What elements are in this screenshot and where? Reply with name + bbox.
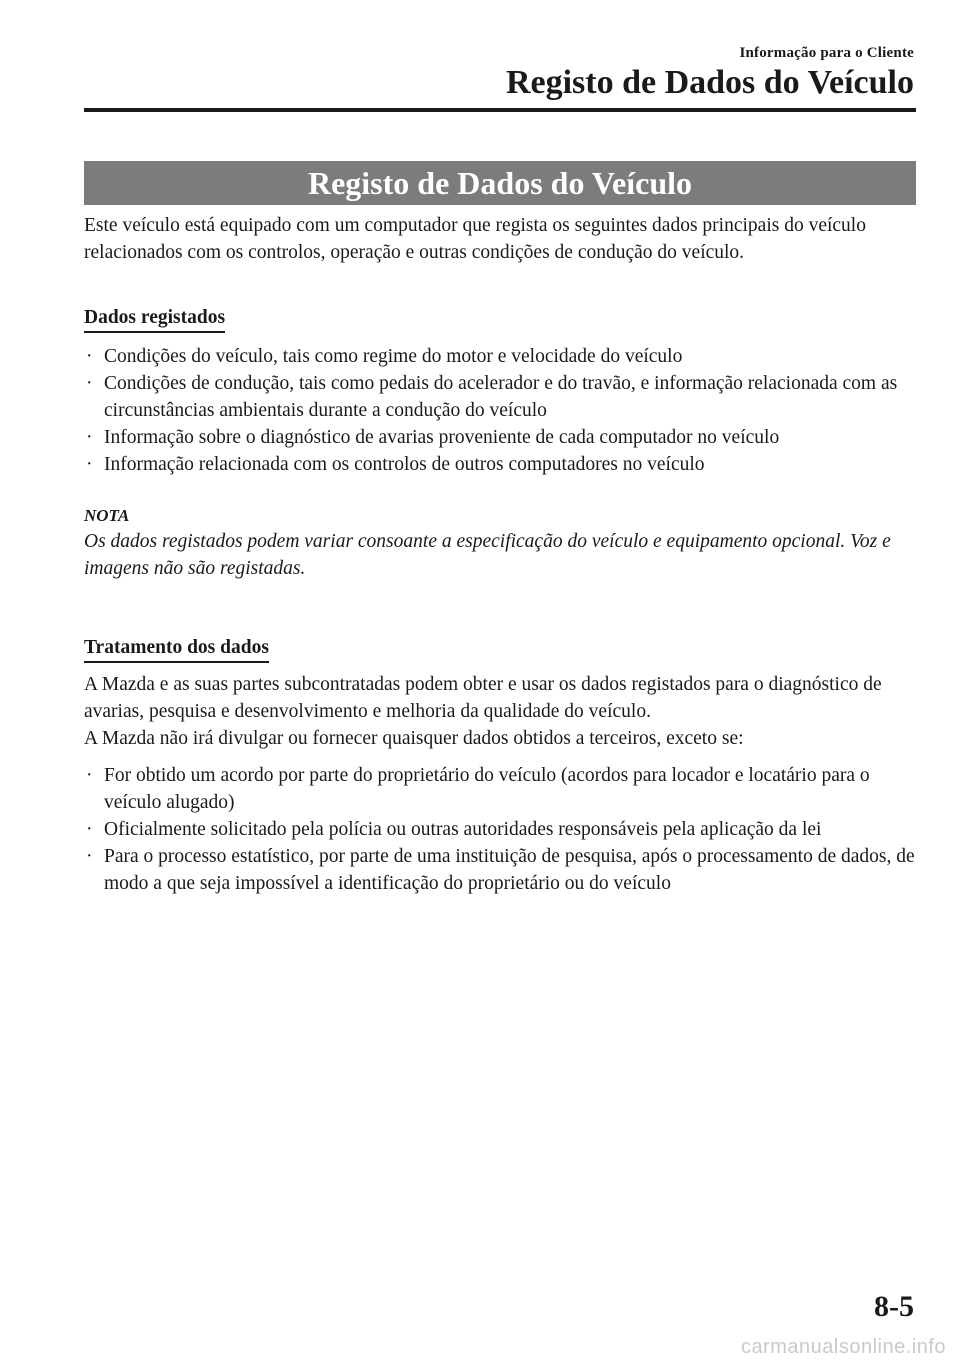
header-section-label: Informação para o Cliente	[739, 45, 914, 61]
bullet-icon: ·	[86, 346, 93, 367]
list-item: · For obtido um acordo por parte do proprietário do veículo (acordos para locador e locatário para o veículo alugado)	[84, 762, 916, 816]
list-item: · Informação sobre o diagnóstico de avarias proveniente de cada computador no veículo	[84, 424, 916, 451]
page-number: 8-5	[874, 1290, 914, 1323]
note-text: Os dados registados podem variar consoante a especificação do veículo e equipamento opcional. Voz e imagens não são registadas.	[84, 531, 891, 579]
recorded-data-heading: Dados registados	[84, 306, 225, 333]
watermark: carmanualsonline.info	[740, 1336, 946, 1358]
bullet-icon: ·	[86, 454, 93, 475]
bullet-icon: ·	[86, 819, 93, 840]
list-item: · Condições de condução, tais como pedais do acelerador e do travão, e informação relacionada com as circunstâncias ambientais durante a condução do veículo	[84, 370, 916, 424]
note-title: NOTA	[84, 506, 130, 525]
recorded-data-list	[84, 343, 916, 478]
list-item: · Condições do veículo, tais como regime do motor e velocidade do veículo	[84, 343, 916, 370]
bullet-icon: ·	[86, 427, 93, 448]
header-divider	[84, 108, 916, 112]
data-handling-heading: Tratamento dos dados	[84, 636, 269, 663]
list-item: · Oficialmente solicitado pela polícia ou outras autoridades responsáveis pela aplicação da lei	[84, 816, 916, 843]
header-title: Registo de Dados do Veículo	[505, 64, 914, 101]
disclosure-exceptions-list	[84, 762, 916, 897]
intro-paragraph: Este veículo está equipado com um computador que regista os seguintes dados principais do veículo relacionados com os controlos, operação e outras condições de condução do veículo.	[84, 215, 866, 263]
handling-paragraph-2: A Mazda não irá divulgar ou fornecer quaisquer dados obtidos a terceiros, exceto se:	[84, 728, 744, 749]
page-content	[84, 212, 916, 897]
section-banner: Registo de Dados do Veículo	[84, 161, 916, 205]
bullet-icon: ·	[86, 373, 93, 394]
bullet-icon: ·	[86, 765, 93, 786]
bullet-icon: ·	[86, 846, 93, 867]
list-item: · Para o processo estatístico, por parte de uma instituição de pesquisa, após o processamento de dados, de modo a que seja impossível a identificação do proprietário ou do veículo	[84, 843, 916, 897]
list-item: · Informação relacionada com os controlos de outros computadores no veículo	[84, 451, 916, 478]
handling-paragraph-1: A Mazda e as suas partes subcontratadas podem obter e usar os dados registados para o diagnóstico de avarias, pesquisa e desenvolvimento e melhoria da qualidade do veículo.	[84, 674, 882, 722]
